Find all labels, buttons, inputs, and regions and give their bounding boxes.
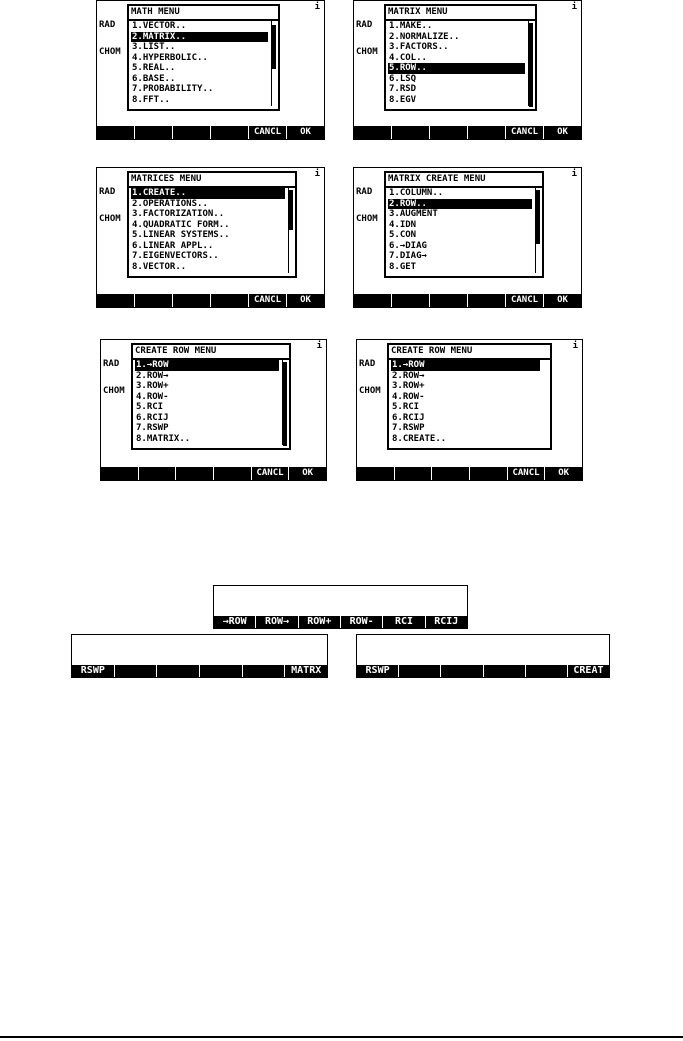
menu-item[interactable]: 3.ROW+ (136, 381, 169, 391)
softkey[interactable] (114, 665, 157, 677)
softkey[interactable] (199, 665, 242, 677)
menu-item[interactable]: 3.AUGMENT (389, 209, 438, 219)
calc-screen-matrix-menu (353, 0, 582, 140)
menu-item[interactable]: 5.CON (389, 230, 417, 240)
softkey-rci[interactable]: RCI (382, 616, 424, 628)
info-indicator: i (571, 2, 577, 12)
menu-item[interactable]: 4.QUADRATIC FORM.. (132, 219, 230, 230)
softkey-bar (354, 126, 581, 139)
softkey[interactable] (156, 665, 199, 677)
softkey[interactable] (134, 126, 172, 139)
calc-screen-matrices-menu (96, 167, 325, 308)
cancel-softkey[interactable]: CANCL (248, 294, 286, 307)
softkey-matrx[interactable]: MATRX (284, 665, 327, 677)
menu-item[interactable]: 1.MAKE.. (389, 21, 433, 31)
softkey[interactable] (175, 467, 213, 480)
menu-item-selected[interactable]: 2.ROW.. (388, 199, 532, 210)
softkey[interactable] (210, 126, 248, 139)
softkey[interactable] (391, 294, 429, 307)
softkey-bar (214, 616, 467, 628)
menu-item[interactable]: 7.RSD (389, 84, 417, 94)
scrollbar[interactable] (271, 21, 276, 106)
softkey[interactable] (242, 665, 285, 677)
angle-mode: RAD (356, 187, 373, 197)
softkey[interactable] (394, 467, 432, 480)
choose-box (131, 343, 291, 450)
menu-item[interactable]: 6.BASE.. (132, 73, 176, 84)
cancel-softkey[interactable]: CANCL (248, 126, 286, 139)
menu-item[interactable]: 8.EGV (389, 94, 417, 105)
softkey-bar (357, 665, 609, 677)
menu-item[interactable]: 8.FFT.. (132, 94, 170, 105)
scroll-thumb[interactable] (283, 362, 287, 446)
menu-list (386, 21, 535, 105)
status-area (356, 170, 378, 242)
menu-item[interactable]: 3.ROW+ (392, 381, 425, 391)
menu-item[interactable]: 2.ROW→ (392, 370, 425, 381)
softkey[interactable] (469, 467, 507, 480)
scrollbar[interactable] (282, 360, 287, 445)
info-indicator: i (316, 341, 322, 351)
menu-title: MATH MENU (129, 6, 278, 21)
cancel-softkey[interactable]: CANCL (505, 126, 543, 139)
info-indicator: i (571, 169, 577, 179)
menu-item-selected[interactable]: 1.→ROW (391, 360, 540, 371)
menu-item[interactable]: 6.LSQ (389, 73, 417, 84)
ok-softkey[interactable]: OK (286, 294, 324, 307)
menu-item[interactable]: 5.LINEAR SYSTEMS.. (132, 230, 230, 240)
ok-softkey[interactable]: OK (286, 126, 324, 139)
softkey[interactable] (431, 467, 469, 480)
angle-mode: RAD (356, 20, 373, 30)
softkey[interactable] (429, 294, 467, 307)
choose-box (384, 171, 544, 278)
menu-item[interactable]: 6.RCIJ (136, 412, 169, 423)
softkey[interactable] (97, 294, 134, 307)
coord-mode: CHOM (103, 386, 125, 396)
menu-title: CREATE ROW MENU (389, 345, 550, 360)
menu-item[interactable]: 3.LIST.. (132, 42, 176, 52)
menu-item[interactable]: 6.→DIAG (389, 240, 427, 251)
softkey[interactable] (357, 467, 394, 480)
info-indicator: i (572, 341, 578, 351)
menu-list (133, 360, 289, 444)
menu-item-selected[interactable]: 1.CREATE.. (131, 188, 285, 199)
scrollbar[interactable] (288, 188, 293, 273)
menu-item[interactable]: 6.RCIJ (392, 412, 425, 423)
status-area (356, 3, 378, 75)
menu-item-selected[interactable]: 5.ROW.. (388, 63, 525, 74)
menu-item[interactable]: 8.GET (389, 261, 417, 272)
menu-item[interactable]: 4.ROW- (136, 391, 169, 402)
scrollbar[interactable] (535, 188, 540, 273)
coord-mode: CHOM (359, 386, 381, 396)
choose-box (384, 4, 537, 111)
menu-item[interactable]: 7.EIGENVECTORS.. (132, 251, 219, 261)
menu-item[interactable]: 8.VECTOR.. (132, 261, 187, 272)
softkey[interactable] (467, 126, 505, 139)
softkey-bar (357, 467, 582, 480)
menu-list (129, 188, 295, 272)
menu-item[interactable]: 2.OPERATIONS.. (132, 198, 208, 209)
menu-item[interactable]: 5.RCI (392, 402, 420, 412)
softkey-bar (101, 467, 326, 480)
menu-item[interactable]: 8.MATRIX.. (136, 433, 191, 444)
scroll-thumb[interactable] (272, 25, 276, 69)
calc-screen-create-row-menu-2 (356, 339, 583, 481)
menu-item[interactable]: 2.NORMALIZE.. (389, 31, 460, 42)
info-indicator: i (314, 2, 320, 12)
cancel-softkey[interactable]: CANCL (507, 467, 545, 480)
calc-screen-math-menu (96, 0, 325, 140)
scrollbar[interactable] (528, 21, 533, 106)
choose-box (387, 343, 552, 450)
menu-list (386, 188, 542, 272)
menu-title: MATRICES MENU (129, 173, 295, 188)
menu-item[interactable]: 7.PROBABILITY.. (132, 84, 214, 94)
menu-list (129, 21, 278, 105)
softkey[interactable] (483, 665, 525, 677)
softkey[interactable] (354, 294, 391, 307)
menu-item[interactable]: 7.RSWP (136, 423, 169, 433)
choose-box (127, 4, 280, 111)
ok-softkey[interactable]: OK (543, 294, 581, 307)
angle-mode: RAD (99, 20, 116, 30)
softkey[interactable] (97, 126, 134, 139)
softmenu-strip-matrx (71, 634, 328, 678)
softkey[interactable] (213, 467, 251, 480)
softkey-rcij[interactable]: RCIJ (425, 616, 467, 628)
menu-item[interactable]: 7.RSWP (392, 423, 425, 433)
menu-item[interactable]: 1.VECTOR.. (132, 21, 187, 31)
choose-box (127, 171, 297, 278)
softkey-row-plus[interactable]: ROW+ (298, 616, 340, 628)
softkey[interactable] (398, 665, 440, 677)
softkey-row-from[interactable]: ROW→ (255, 616, 297, 628)
softkey-row-minus[interactable]: ROW- (340, 616, 382, 628)
menu-item[interactable]: 8.CREATE.. (392, 433, 447, 444)
cancel-softkey[interactable]: CANCL (505, 294, 543, 307)
scroll-thumb[interactable] (536, 190, 540, 244)
menu-item[interactable]: 3.FACTORS.. (389, 42, 449, 52)
menu-item[interactable]: 3.FACTORIZATION.. (132, 209, 225, 219)
softkey[interactable] (429, 126, 467, 139)
softkey[interactable] (467, 294, 505, 307)
status-area (99, 170, 121, 242)
coord-mode: CHOM (99, 47, 121, 57)
ok-softkey[interactable]: OK (288, 467, 326, 480)
angle-mode: RAD (103, 359, 120, 369)
softkey-rswp[interactable]: RSWP (80, 665, 105, 676)
softkey[interactable] (210, 294, 248, 307)
menu-item[interactable]: 4.COL.. (389, 52, 427, 63)
softkey[interactable] (134, 294, 172, 307)
menu-item[interactable]: 4.IDN (389, 219, 417, 230)
menu-item[interactable]: 6.LINEAR APPL.. (132, 240, 214, 251)
softkey-creat[interactable]: CREAT (567, 665, 609, 677)
status-area (359, 342, 381, 414)
softkey-bar (97, 294, 324, 307)
menu-item[interactable]: 4.HYPERBOLIC.. (132, 52, 208, 63)
status-area (103, 342, 125, 414)
scroll-thumb[interactable] (289, 190, 293, 230)
menu-item[interactable]: 7.DIAG→ (389, 251, 427, 261)
softkey-to-row[interactable]: →ROW (222, 616, 247, 627)
menu-title: MATRIX MENU (386, 6, 535, 21)
softmenu-strip-row (213, 585, 468, 629)
menu-title: MATRIX CREATE MENU (386, 173, 542, 188)
softkey-bar (354, 294, 581, 307)
softkey[interactable] (138, 467, 176, 480)
softkey-bar (72, 665, 327, 677)
coord-mode: CHOM (356, 47, 378, 57)
angle-mode: RAD (99, 187, 116, 197)
calc-screen-matrix-create-menu (353, 167, 582, 308)
ok-softkey[interactable]: OK (543, 126, 581, 139)
menu-item[interactable]: 4.ROW- (392, 391, 425, 402)
menu-list (389, 360, 550, 444)
scroll-thumb[interactable] (529, 23, 533, 107)
coord-mode: CHOM (99, 214, 121, 224)
softkey[interactable] (391, 126, 429, 139)
cancel-softkey[interactable]: CANCL (251, 467, 289, 480)
info-indicator: i (314, 169, 320, 179)
menu-item-selected[interactable]: 2.MATRIX.. (131, 32, 268, 43)
softkey[interactable] (525, 665, 567, 677)
softmenu-strip-creat (356, 634, 610, 678)
softkey[interactable] (440, 665, 482, 677)
calc-screen-create-row-menu (100, 339, 327, 481)
menu-item[interactable]: 1.COLUMN.. (389, 188, 444, 198)
softkey[interactable] (101, 467, 138, 480)
softkey[interactable] (354, 126, 391, 139)
menu-item[interactable]: 5.RCI (136, 402, 164, 412)
angle-mode: RAD (359, 359, 376, 369)
softkey-rswp[interactable]: RSWP (365, 665, 390, 676)
softkey[interactable] (172, 126, 210, 139)
menu-item-selected[interactable]: 1.→ROW (135, 360, 279, 371)
coord-mode: CHOM (356, 214, 378, 224)
menu-title: CREATE ROW MENU (133, 345, 289, 360)
softkey-bar (97, 126, 324, 139)
menu-item[interactable]: 5.REAL.. (132, 63, 176, 73)
menu-item[interactable]: 2.ROW→ (136, 370, 169, 381)
softkey[interactable] (172, 294, 210, 307)
ok-softkey[interactable]: OK (544, 467, 582, 480)
page-bottom-rule (0, 1036, 683, 1038)
status-area (99, 3, 121, 75)
